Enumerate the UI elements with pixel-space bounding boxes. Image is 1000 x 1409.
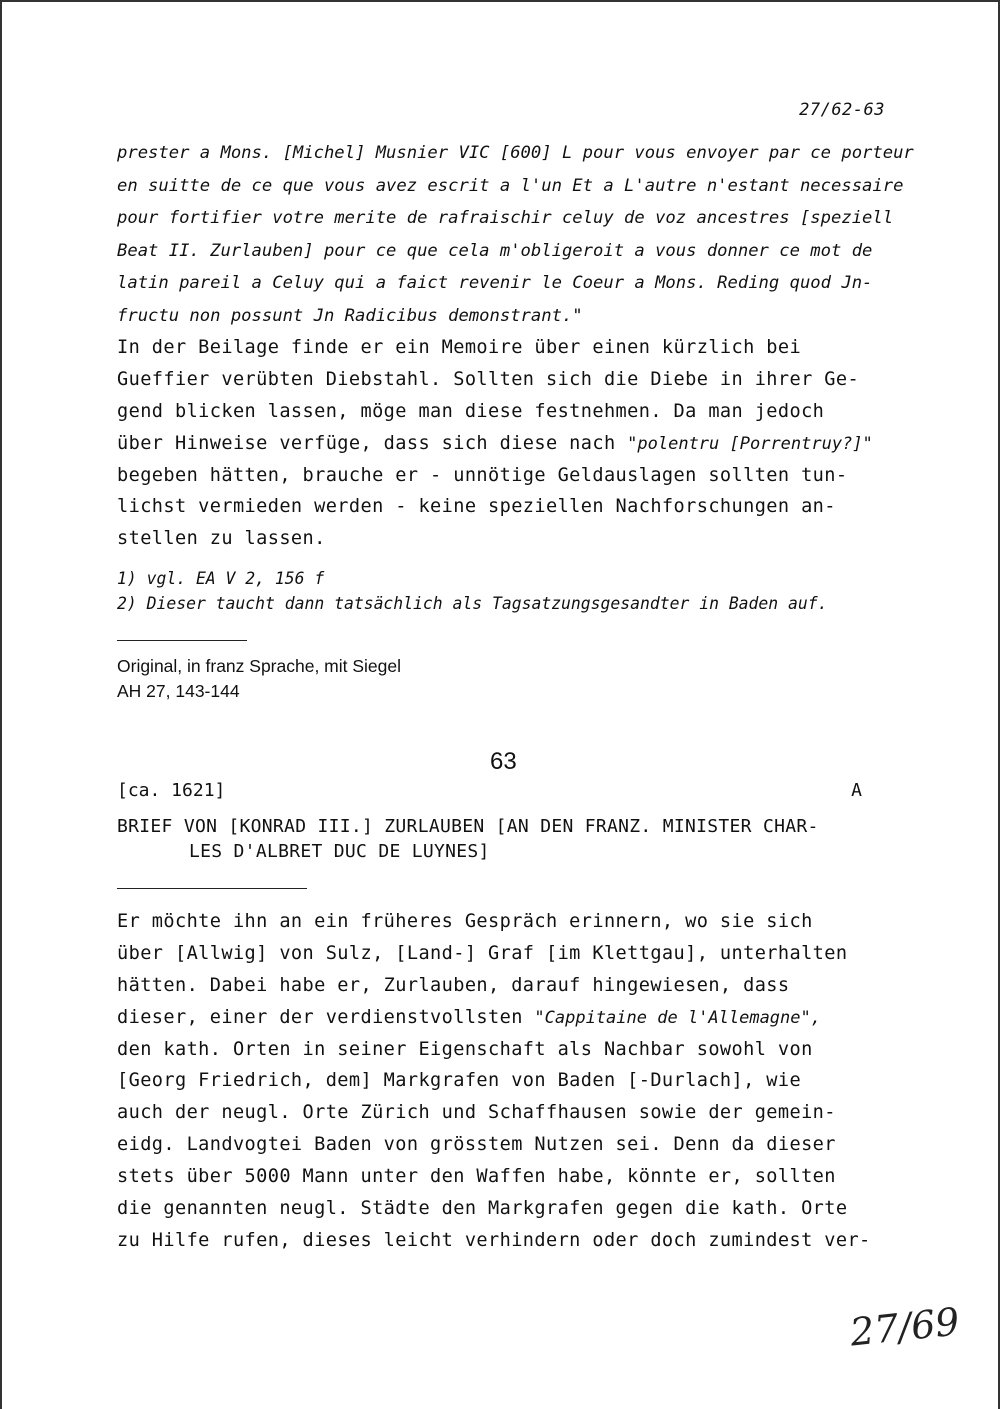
- quote-line: fructu non possunt Jn Radicibus demonstrant.": [117, 305, 583, 326]
- footnote: 1) vgl. EA V 2, 156 f: [117, 569, 325, 588]
- text-line: stets über 5000 Mann unter den Waffen habe, könnte er, sollten: [117, 1166, 836, 1188]
- footnotes: [117, 566, 897, 616]
- scan-edge-top: [0, 0, 1000, 2]
- source-note: [117, 654, 401, 704]
- text-line: gend blicken lassen, möge man diese festnehmen. Da man jedoch: [117, 400, 825, 422]
- separator-rule: [117, 640, 247, 641]
- page-reference: 27/62-63: [799, 100, 885, 120]
- source-line: AH 27, 143-144: [117, 681, 240, 701]
- text-line: eidg. Landvogtei Baden von grösstem Nutzen sei. Denn da dieser: [117, 1134, 836, 1156]
- text-line: stellen zu lassen.: [117, 528, 326, 550]
- footnote: 2) Dieser taucht dann tatsächlich als Tagsatzungsgesandter in Baden auf.: [117, 594, 828, 613]
- document-heading: [117, 814, 897, 864]
- text-line: lichst vermieden werden - keine speziellen Nachforschungen an-: [117, 496, 836, 518]
- text-line: den kath. Orten in seiner Eigenschaft als Nachbar sowohl von: [117, 1038, 813, 1060]
- quote-line: en suitte de ce que vous avez escrit a l'un Et a L'autre n'estant necessaire: [117, 175, 904, 196]
- text-line: auch der neugl. Orte Zürich und Schaffhausen sowie der gemein-: [117, 1102, 836, 1124]
- quote-line: prester a Mons. [Michel] Musnier VIC [600] L pour vous envoyer par ce porteur: [117, 143, 914, 163]
- document-letter: A: [851, 780, 862, 801]
- text-line: Gueffier verübten Diebstahl. Sollten sich die Diebe in ihrer Ge-: [117, 368, 860, 390]
- text-line: Er möchte ihn an ein früheres Gespräch erinnern, wo sie sich: [117, 911, 813, 932]
- french-quotation: [117, 137, 914, 332]
- text-line: über [Allwig] von Sulz, [Land-] Graf [im Klettgau], unterhalten: [117, 942, 848, 964]
- text-line: [Georg Friedrich, dem] Markgrafen von Baden [-Durlach], wie: [117, 1070, 802, 1092]
- document-date: [ca. 1621]: [117, 780, 226, 801]
- quote-line: latin pareil a Celuy qui a faict revenir le Coeur a Mons. Reding quod Jn-: [117, 273, 873, 293]
- heading-line: BRIEF VON [KONRAD III.] ZURLAUBEN [AN DEN FRANZ. MINISTER CHAR-: [117, 816, 819, 837]
- summary-paragraph-1: [117, 332, 907, 555]
- text-line: In der Beilage finde er ein Memoire über einen kürzlich bei: [117, 337, 802, 358]
- date-line: [117, 780, 862, 801]
- document-number: 63: [490, 748, 517, 775]
- scan-edge-left: [0, 0, 2, 1409]
- separator-rule: [117, 888, 307, 889]
- text-line: begeben hätten, brauche er - unnötige Geldauslagen sollten tun-: [117, 464, 848, 486]
- text-line: zu Hilfe rufen, dieses leicht verhindern oder doch zumindest ver-: [117, 1229, 871, 1251]
- handwritten-page-number: 27/69: [848, 1299, 962, 1355]
- summary-paragraph-2: [117, 906, 907, 1257]
- text-line: dieser, einer der verdienstvollsten "Cappitaine de l'Allemagne",: [117, 1006, 821, 1028]
- source-line: Original, in franz Sprache, mit Siegel: [117, 656, 402, 676]
- italic-quote: "polentru [Porrentruy?]": [627, 433, 873, 454]
- quote-line: pour fortifier votre merite de rafraischir celuy de voz ancestres [speziell: [117, 208, 894, 228]
- quote-line: Beat II. Zurlauben] pour ce que cela m'obligeroit a vous donner ce mot de: [117, 240, 873, 261]
- italic-quote: "Cappitaine de l'Allemagne",: [534, 1007, 821, 1028]
- text-line: die genannten neugl. Städte den Markgrafen gegen die kath. Orte: [117, 1198, 848, 1220]
- heading-line: LES D'ALBRET DUC DE LUYNES]: [189, 841, 490, 862]
- text-line: über Hinweise verfüge, dass sich diese nach "polentru [Porrentruy?]": [117, 432, 873, 454]
- text-line: hätten. Dabei habe er, Zurlauben, darauf hingewiesen, dass: [117, 974, 790, 996]
